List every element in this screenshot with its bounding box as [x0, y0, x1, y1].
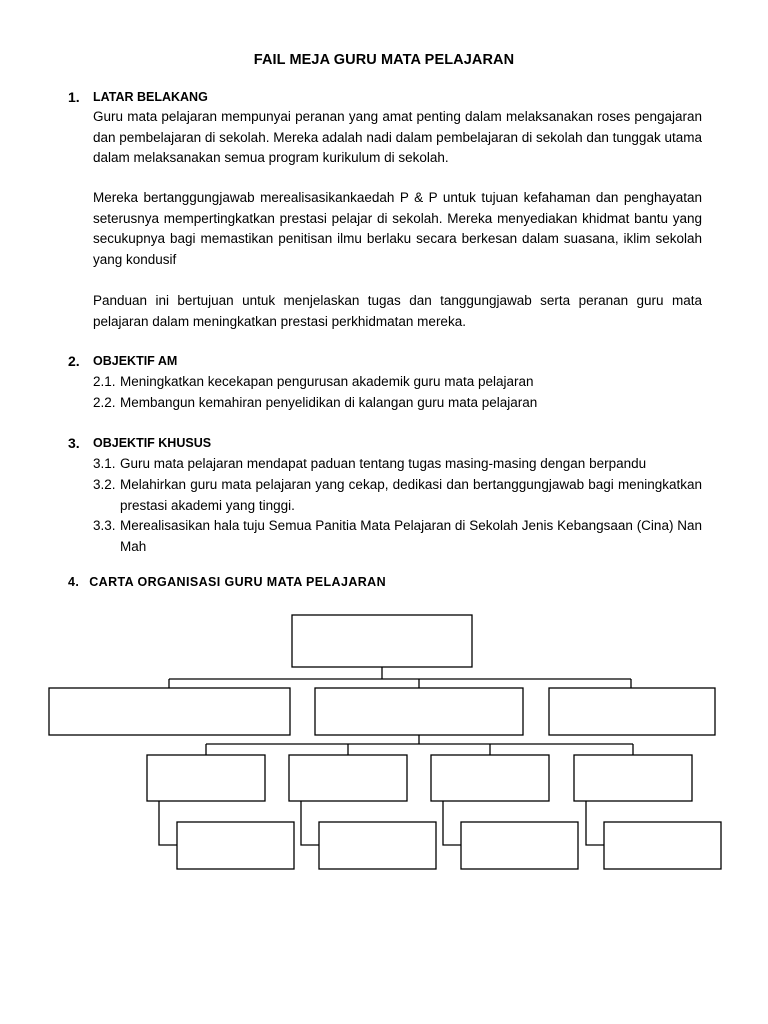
item-text: Membangun kemahiran penyelidikan di kalangan guru mata pelajaran [120, 395, 538, 410]
section-3-heading: OBJEKTIF KHUSUS [93, 436, 212, 450]
org-box-level3 [147, 755, 265, 801]
section-3-number: 3. [68, 435, 80, 451]
section-1-paragraph-1: Guru mata pelajaran mempunyai peranan yang amat penting dalam melaksanakan roses pengajaran dan pembelajaran di sekolah. Mereka adalah nadi dalam pembelajaran di sekolah dan tunggak utama dalam melaksanakan semua program kurikulum di sekolah. [93, 109, 702, 165]
org-box-level3 [431, 755, 549, 801]
org-box-level4 [604, 822, 721, 869]
item-number: 2.1. [93, 374, 116, 389]
org-box-level3 [289, 755, 407, 801]
org-box-level2-middle [315, 688, 523, 735]
org-box-level3 [574, 755, 692, 801]
item-text: Merealisasikan hala tuju Semua Panitia Mata Pelajaran di Sekolah Jenis Kebangsaan (Cina) Nan Mah [120, 518, 702, 554]
section-2-heading: OBJEKTIF AM [93, 354, 178, 368]
section-1-paragraph-3: Panduan ini bertujuan untuk menjelaskan tugas dan tanggungjawab serta peranan guru mata pelajaran dalam meningkatkan prestasi perkhidmatan mereka. [93, 293, 702, 329]
section-1-heading: LATAR BELAKANG [93, 90, 208, 104]
item-text: Guru mata pelajaran mendapat paduan tentang tugas masing-masing dengan berpandu [120, 456, 647, 471]
org-box-level4 [177, 822, 294, 869]
org-connector [301, 801, 319, 845]
section-4-number: 4. [68, 575, 80, 589]
org-box-level2-left [49, 688, 290, 735]
item-text: Meningkatkan kecekapan pengurusan akademik guru mata pelajaran [120, 374, 534, 389]
org-connector [159, 801, 177, 845]
item-number: 2.2. [93, 395, 116, 410]
org-box-level2-right [549, 688, 715, 735]
org-connector [586, 801, 604, 845]
document-title: FAIL MEJA GURU MATA PELAJARAN [253, 52, 515, 68]
org-box-top [292, 615, 472, 667]
org-box-level4 [319, 822, 436, 869]
section-1-number: 1. [68, 89, 80, 105]
item-number: 3.3. [93, 518, 116, 533]
org-box-level4 [461, 822, 578, 869]
item-number: 3.1. [93, 456, 116, 471]
item-number: 3.2. [93, 477, 116, 492]
section-2-number: 2. [68, 353, 80, 369]
section-4-heading: CARTA ORGANISASI GURU MATA PELAJARAN [89, 575, 387, 589]
section-1-paragraph-2: Mereka bertanggungjawab merealisasikankaedah P & P untuk tujuan kefahaman dan penghayatan seterusnya mempertingkatkan prestasi pelajar di sekolah. Mereka menyediakan khidmat bantu yang secukupnya bagi memastikan penitisan ilmu berlaku secara berkesan dalam suasana, iklim sekolah yang kondusif [93, 190, 702, 267]
org-connector [443, 801, 461, 845]
item-text: Melahirkan guru mata pelajaran yang cekap, dedikasi dan bertanggungjawab bagi meningkatkan prestasi akademi yang tinggi. [120, 477, 702, 513]
